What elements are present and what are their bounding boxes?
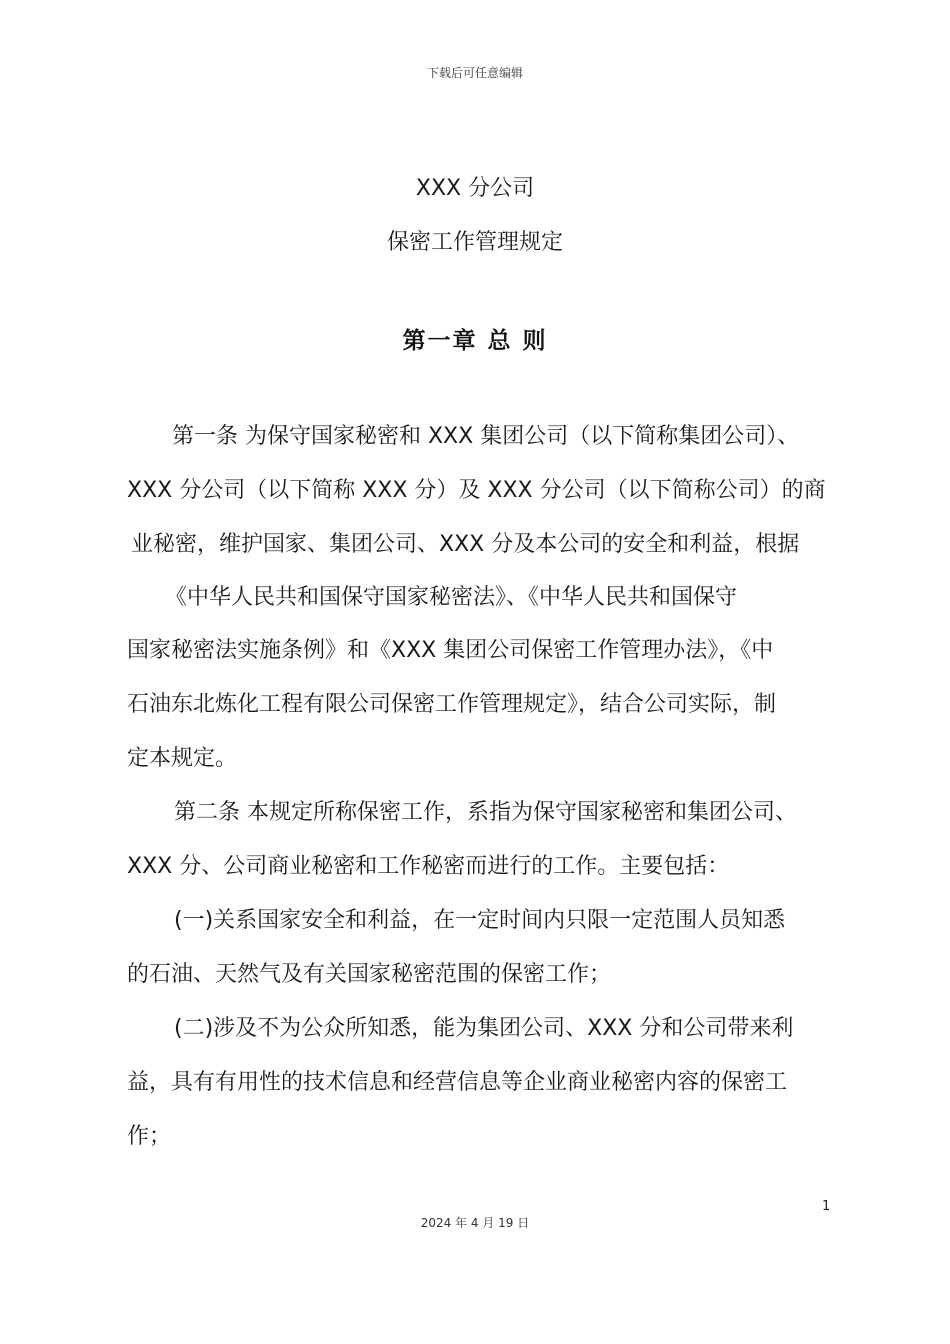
page-number: 1	[822, 1199, 831, 1214]
body-line: 的石油、天然气及有关国家秘密范围的保密工作；	[127, 962, 612, 987]
body-line: 作；	[127, 1124, 172, 1149]
body-line: 业秘密，维护国家、集团公司、XXX 分及本公司的安全和利益，根据	[131, 532, 800, 557]
body-line: XXX 分、公司商业秘密和工作秘密而进行的工作。主要包括：	[127, 854, 730, 879]
document-title-company: XXX 分公司	[415, 176, 535, 201]
body-line: 石油东北炼化工程有限公司保密工作管理规定》，结合公司实际，制	[127, 692, 777, 717]
body-line: 第一条 为保守国家秘密和 XXX 集团公司（以下简称集团公司）、	[172, 424, 800, 449]
body-line: 第二条 本规定所称保密工作，系指为保守国家秘密和集团公司、	[174, 800, 797, 825]
body-line: 益，具有有用性的技术信息和经营信息等企业商业秘密内容的保密工	[127, 1070, 788, 1095]
footer-date: 2024 年 4 月 19 日	[420, 1216, 530, 1230]
document-title-regulation: 保密工作管理规定	[386, 230, 563, 255]
body-line: 国家秘密法实施条例》和《XXX 集团公司保密工作管理办法》，《中	[127, 638, 774, 663]
body-line: (二)涉及不为公众所知悉，能为集团公司、XXX 分和公司带来利	[174, 1016, 794, 1041]
body-line: 定本规定。	[127, 746, 238, 771]
chapter-heading: 第一章 总 则	[402, 328, 548, 354]
header-note: 下载后可任意编辑	[426, 66, 523, 80]
body-line: XXX 分公司（以下简称 XXX 分）及 XXX 分公司（以下简称公司）的商	[127, 478, 826, 503]
body-line: 《中华人民共和国保守国家秘密法》、《中华人民共和国保守	[165, 585, 738, 610]
body-line: (一)关系国家安全和利益，在一定时间内只限一定范围人员知悉	[174, 908, 786, 933]
